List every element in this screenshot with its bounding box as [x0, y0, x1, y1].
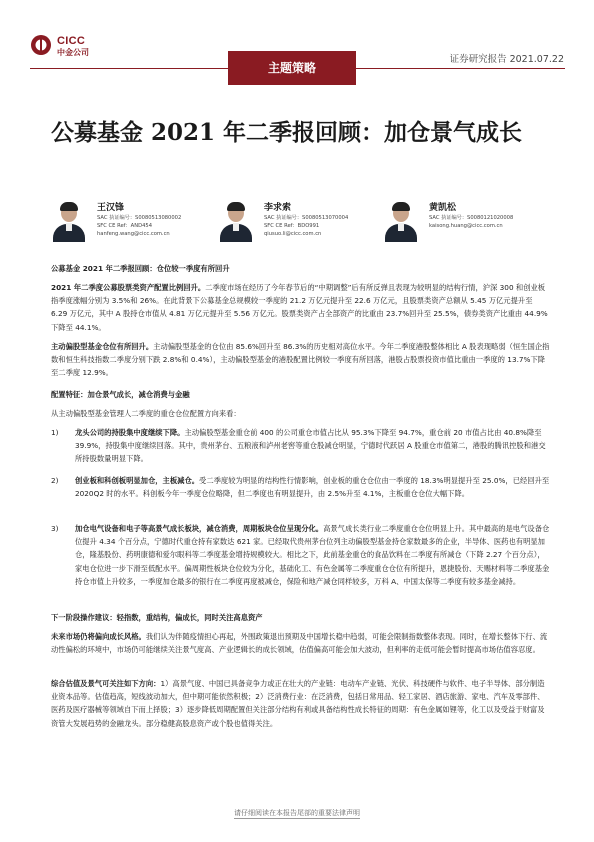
paragraph [51, 340, 551, 380]
logo-text-en: CICC [57, 35, 86, 47]
list-item-lead: 龙头公司的持股集中度继续下降。 [75, 428, 185, 437]
paragraph-lead: 主动偏股型基金仓位有所回升。 [51, 342, 154, 351]
cicc-logo-icon [30, 34, 52, 56]
analyst-email[interactable]: qiusuo.li@cicc.com.cn [264, 231, 322, 237]
list-number: 1) [51, 428, 59, 437]
paragraph-text: 我们认为伴随疫情担心再起，外围政策退出预期及中国增长稳中趋弱，可能会限制指数整体表现。同时，在增长整体下行、流动性偏松的环境中，市场仍可能继续关注景气度高、产业逻辑长的成长领域，估值偏高可能会加大波动，但利率的走低可能会暂时提高市场估值容忍度。 [51, 632, 548, 655]
list-item-text: 受二季度较为明显的结构性行情影响，创业板的重仓仓位由一季度的 18.3%明显提升至 25.0%，已经回升至 2020Q2 时的水平。科创板今年一季度仓位略降，但二季度也有明显提升，由 2.5%升至 4.1%，主板重仓仓位大幅下降。 [75, 476, 550, 499]
analyst-sfc: SFC CE Ref：BDO991 [264, 223, 320, 229]
paragraph-text: 二季度市场在经历了今年春节后的“中期调整”后有所反弹且表现为较明显的结构行情，沪深 300 和创业板指季度涨幅分别为 3.5%和 26%。在此背景下公募基金总规模较一季度的 21.2 万亿元提升至 22.6 万亿元，且股票类资产总额从 5.45 万亿元提升至 6.29 万亿元，其中 A 股持仓市值从 4.81 万亿元提升至 5.56 万亿元。股票类资产占全部资产的比重由 23.7%回升至 25.5%，债券类资产比重由 44.9%下降至 44.1%。 [51, 283, 548, 332]
analyst-photo [51, 200, 87, 242]
logo-text-cn: 中金公司 [57, 48, 89, 57]
analyst-email[interactable]: hanfeng.wang@cicc.com.cn [97, 231, 170, 237]
list-item-lead: 加仓电气设备和电子等高景气成长板块，减仓消费，周期板块仓位呈现分化。 [75, 524, 324, 533]
paragraph: 从主动偏股型基金管理人二季度的重仓仓位配置方向来看： [51, 409, 241, 418]
list-number: 3) [51, 524, 59, 533]
legal-notice-text[interactable]: 请仔细阅读在本报告尾部的重要法律声明 [234, 809, 360, 817]
page-title: 公募基金 2021 年二季报回顾：加仓景气成长 [51, 119, 523, 146]
analyst-sac: SAC 执证编号：S0080513070004 [264, 215, 349, 221]
list-item-text: 高景气成长类行业二季度重仓仓位明显上升。其中最高的是电气设备仓位提升 4.34 个百分点，宁德时代重仓持有家数达 621 家。已经取代贵州茅台位列主动偏股型基金持仓家数最多的企业，半导体、医药也有明显加仓，隆基股份、药明康德和爱尔眼科等二季度基金增持规模较大。相比之下，此前基金重仓的食品饮料在二季度有所减仓（下降 2.27 个百分点），家电仓位进一步下滑至低配水平。偏周期性板块仓位较为分化，基础化工、有色金属等二季度重仓仓位有所提升，恩捷股份、天赐材料等二季度基金持仓市值上升较多，一季度加仓最多的银行在二季度再度被减仓，保险和地产减仓同样较多，万科 A、中国太保等二季度有较多基金减持。 [75, 524, 550, 586]
analyst-email[interactable]: kaisong.huang@cicc.com.cn [429, 223, 503, 229]
paragraph-lead: 2021 年二季度公募股票类资产配置比例回升。 [51, 283, 206, 292]
analyst-sac: SAC 执证编号：S0080121020008 [429, 215, 514, 221]
paragraph-lead: 综合估值及景气可关注如下方向： [51, 679, 161, 688]
analyst-photo [383, 200, 419, 242]
paragraph-lead: 未来市场仍将偏向成长风格。 [51, 632, 146, 641]
section-heading: 下一阶段操作建议：轻指数，重结构，偏成长，同时关注高息资产 [51, 613, 263, 622]
topic-banner: 主题策略 [228, 51, 356, 85]
list-item-lead: 创业板和科创板明显加仓，主板减仓。 [75, 476, 200, 485]
paragraph [51, 677, 551, 730]
paragraph-text: 主动偏股型基金的仓位由 85.6%回升至 86.3%的历史相对高位水平。今年二季度港股整体相比 A 股表现略弱（恒生国企指数和恒生科技指数二季度分别下跌 2.8%和 0.4%），主动偏股型基金的港股配置比例较一季度有所回落，港股占股票投资市值比重由一季度的 13.7%下降至二季度 12.9%。 [51, 342, 550, 378]
analyst-name: 黄凯松 [429, 203, 457, 213]
analyst-name: 李求索 [264, 203, 292, 213]
paragraph [51, 281, 551, 334]
report-type-date: 证券研究报告 2021.07.22 [449, 54, 564, 65]
analyst-sac: SAC 执证编号：S0080513080002 [97, 215, 182, 221]
analyst-name: 王汉锋 [97, 203, 125, 213]
cicc-logo [30, 34, 130, 62]
analyst-sfc: SFC CE Ref：AND454 [97, 223, 152, 229]
section-heading: 配置特征：加仓景气成长，减仓消费与金融 [51, 390, 190, 399]
paragraph [51, 630, 551, 656]
list-item-text: 主动偏股型基金重仓前 400 的公司重仓市值占比从 95.3%下降至 94.7%，重仓前 20 市值占比由 40.8%降至 39.9%，持股集中度继续回落。其中，贵州茅台、五粮液和泸州老窖等重仓股减仓明显，宁德时代跃居 A 股重仓市值第二，港股的腾讯控股和港交所持股数量明显下降。 [75, 428, 546, 464]
analyst-photo [218, 200, 254, 242]
legal-notice[interactable] [0, 808, 594, 818]
paragraph-text: 1）高景气度、中国已具备竞争力或正在壮大的产业链：电动车产业链、光伏、科技硬件与软件、电子半导体、部分制造业资本品等。估值趋高，短线波动加大，但中期可能依然积极；2）泛消费行业：在泛消费，包括日常用品、轻工家居、酒店旅游、家电、汽车及零部件、医药及医疗器械等领域自下而上择股；3）逐步降低周期配置但关注部分结构有利或具备结构性成长特征的周期：有色金属如锂等，化工以及受益于财富及资管大发展趋势的金融龙头。部分稳健高股息资产或个股也值得关注。 [51, 679, 545, 728]
section-heading: 公募基金 2021 年二季报回顾：仓位较一季度有所回升 [51, 264, 230, 273]
list-number: 2) [51, 476, 59, 485]
